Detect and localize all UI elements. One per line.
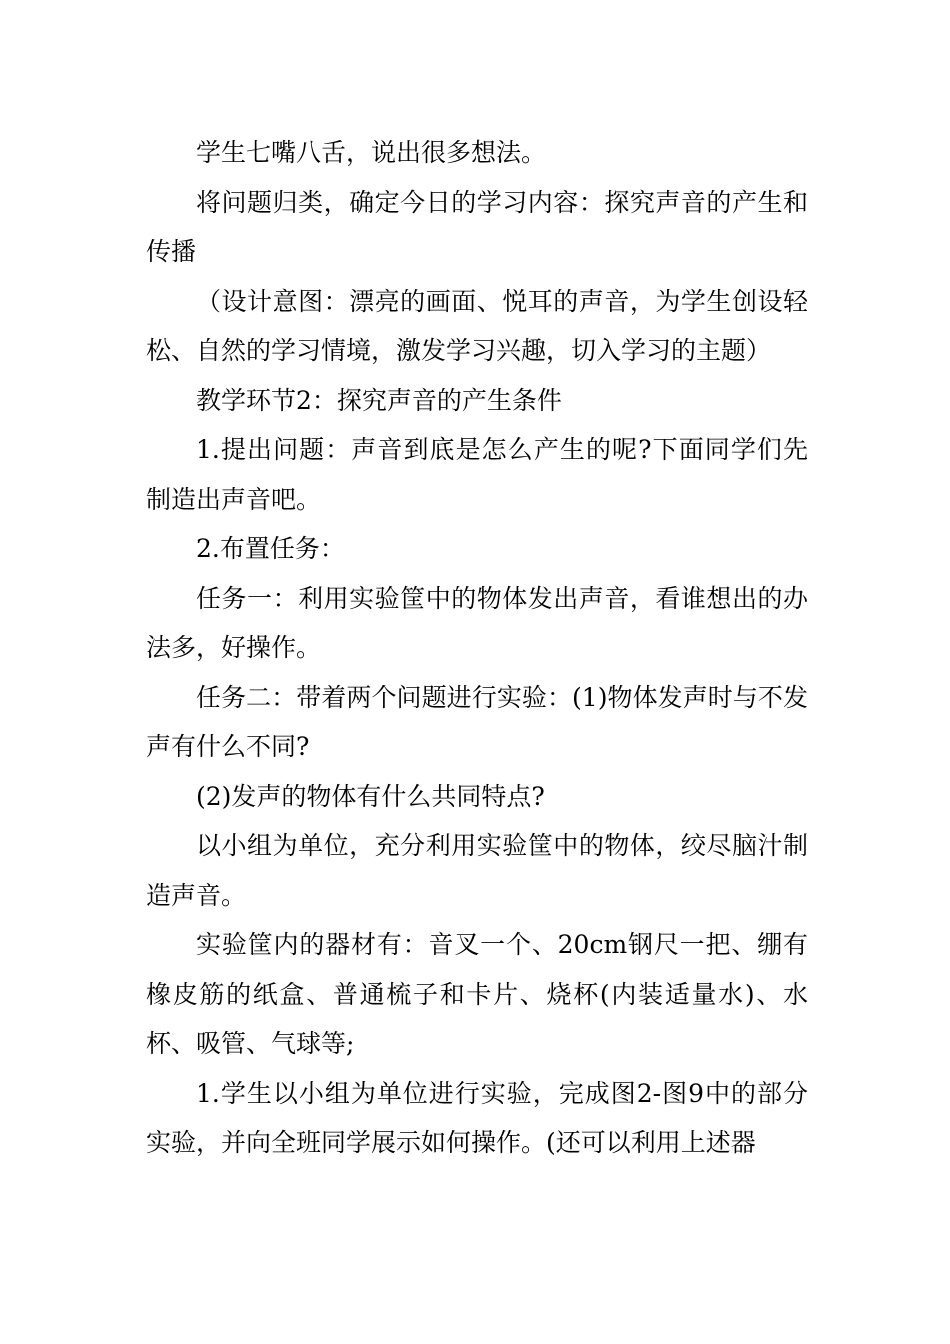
- paragraph-experiment: 1.学生以小组为单位进行实验，完成图2-图9中的部分实验，并向全班同学展示如何操作。(还可以利用上述器: [146, 1078, 808, 1157]
- document-body: [146, 128, 808, 1168]
- paragraph-task-two-q2: (2)发声的物体有什么共同特点?: [196, 781, 545, 811]
- paragraph-task-one: 任务一：利用实验筐中的物体发出声音，看谁想出的办法多，好操作。: [146, 583, 808, 662]
- paragraph-1: 学生七嘴八舌，说出很多想法。: [196, 138, 547, 167]
- paragraph-question: 1.提出问题：声音到底是怎么产生的呢?下面同学们先制造出声音吧。: [146, 435, 808, 514]
- paragraph-equipment: 实验筐内的器材有：音叉一个、20cm钢尺一把、绷有橡皮筋的纸盒、普通梳子和卡片、烧杯(内装适量水)、水杯、吸管、气球等;: [146, 930, 808, 1058]
- paragraph-group-work: 以小组为单位，充分利用实验筐中的物体，绞尽脑汁制造声音。: [146, 831, 808, 910]
- paragraph-assign-tasks: 2.布置任务：: [196, 534, 345, 563]
- paragraph-section-heading: 教学环节2：探究声音的产生条件: [196, 385, 562, 415]
- paragraph-design-intent: （设计意图：漂亮的画面、悦耳的声音，为学生创设轻松、自然的学习情境，激发学习兴趣，切入学习的主题）: [146, 286, 808, 365]
- paragraph-2: 将问题归类，确定今日的学习内容：探究声音的产生和传播: [146, 187, 808, 266]
- paragraph-task-two: 任务二：带着两个问题进行实验：(1)物体发声时与不发声有什么不同?: [146, 682, 808, 761]
